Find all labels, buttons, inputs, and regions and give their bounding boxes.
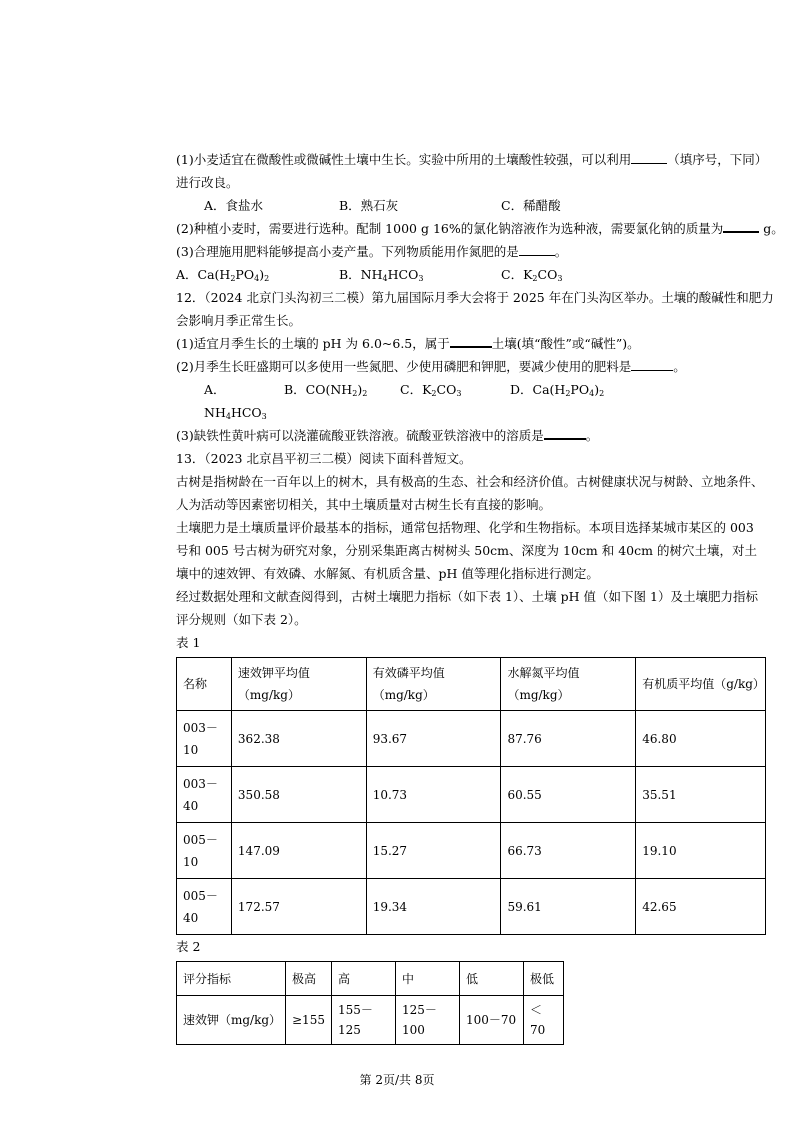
table-cell: 42.65 bbox=[636, 879, 766, 935]
question-text: 土壤(填“酸性”或“碱性”)。 bbox=[491, 336, 640, 351]
answer-blank[interactable] bbox=[723, 217, 759, 233]
table-cell: 125－100 bbox=[395, 996, 459, 1045]
question-text: g。 bbox=[759, 221, 784, 236]
table-cell: 10.73 bbox=[366, 767, 501, 823]
question-12-part-2 bbox=[176, 355, 766, 378]
option-a: A．$NH_4HCO_3$ bbox=[204, 382, 267, 421]
table-header: 有效磷平均值（mg/kg） bbox=[366, 658, 501, 711]
table-header-row bbox=[177, 658, 766, 711]
option-c: C．$K_2CO_3$ bbox=[501, 267, 563, 283]
table-header: 极低 bbox=[523, 962, 563, 996]
table-cell: 350.58 bbox=[231, 767, 366, 823]
table-header-row bbox=[177, 962, 564, 996]
question-11-part-1 bbox=[176, 148, 766, 171]
question-text: (2)种植小麦时，需要进行选种。配制 1000 g 16%的氯化钠溶液作为选种液，需要氯化钠的质量为 bbox=[176, 221, 724, 236]
table-cell: 87.76 bbox=[501, 711, 636, 767]
table-row bbox=[177, 996, 564, 1045]
punctuation: 。 bbox=[585, 428, 599, 443]
table-cell: 19.10 bbox=[636, 823, 766, 879]
table-row bbox=[177, 879, 766, 935]
question-text: （填序号，下同） bbox=[667, 152, 768, 167]
table-cell: 46.80 bbox=[636, 711, 766, 767]
table-cell: 100－70 bbox=[459, 996, 523, 1045]
table-cell: 147.09 bbox=[231, 823, 366, 879]
table-row bbox=[177, 711, 766, 767]
table-cell: 60.55 bbox=[501, 767, 636, 823]
table-1-caption: 表 1 bbox=[176, 635, 201, 650]
table-cell: 003－40 bbox=[177, 767, 232, 823]
table-header: 评分指标 bbox=[177, 962, 286, 996]
table-header: 中 bbox=[395, 962, 459, 996]
option-b: B．$CO(NH_2)_2$ bbox=[284, 382, 368, 398]
table-header: 速效钾平均值（mg/kg） bbox=[231, 658, 366, 711]
question-11-part-3 bbox=[176, 240, 766, 263]
question-12-title-cont: 会影响月季正常生长。 bbox=[176, 313, 302, 328]
question-12-part-3 bbox=[176, 424, 766, 447]
table-cell: 15.27 bbox=[366, 823, 501, 879]
table-2-caption: 表 2 bbox=[176, 939, 201, 954]
option-b: B．熟石灰 bbox=[339, 198, 399, 213]
answer-blank[interactable] bbox=[519, 241, 555, 256]
punctuation: 。 bbox=[673, 359, 686, 374]
option-c: C．$K_2CO_3$ bbox=[400, 382, 462, 398]
option-b: B．$NH_4HCO_3$ bbox=[339, 267, 424, 283]
table-2 bbox=[176, 961, 564, 1045]
table-cell: 速效钾（mg/kg） bbox=[177, 996, 286, 1045]
table-cell: ＜70 bbox=[523, 996, 563, 1045]
table-header: 低 bbox=[459, 962, 523, 996]
option-c: C．稀醋酸 bbox=[501, 198, 561, 213]
question-text: 进行改良。 bbox=[176, 175, 239, 190]
table-1 bbox=[176, 657, 766, 935]
options-row bbox=[176, 263, 766, 286]
table-cell: 005－10 bbox=[177, 823, 232, 879]
option-a: A．食盐水 bbox=[204, 198, 264, 213]
table-cell: 155－125 bbox=[331, 996, 395, 1045]
punctuation: 。 bbox=[554, 244, 568, 259]
page-footer: 第 2页/共 8页 bbox=[359, 1073, 435, 1087]
question-text: (3)缺铁性黄叶病可以浇灌硫酸亚铁溶液。硫酸亚铁溶液中的溶质是 bbox=[176, 428, 544, 443]
table-header: 有机质平均值（g/kg） bbox=[636, 658, 766, 711]
question-text: (1)适宜月季生长的土壤的 pH 为 6.0~6.5，属于 bbox=[176, 336, 450, 351]
table-cell: ≥155 bbox=[286, 996, 332, 1045]
paragraph: 古树是指树龄在一百年以上的树木，具有极高的生态、社会和经济价值。古树健康状况与树龄、立地条件、人为活动等因素密切相关，其中土壤质量对古树生长有直接的影响。 bbox=[176, 474, 764, 512]
table-cell: 66.73 bbox=[501, 823, 636, 879]
table-header: 高 bbox=[331, 962, 395, 996]
table-cell: 003－10 bbox=[177, 711, 232, 767]
paragraph: 土壤肥力是土壤质量评价最基本的指标，通常包括物理、化学和生物指标。本项目选择某城市某区的 003 号和 005 号古树为研究对象，分别采集距离古树树头 50cm、深度为 10cm 和 40cm 的树穴土壤，对土壤中的速效钾、有效磷、水解氮、有机质含量、pH 值等理化指标进行测定。 bbox=[176, 520, 757, 581]
options-row bbox=[176, 378, 766, 424]
question-text: (3)合理施用肥料能够提高小麦产量。下列物质能用作氮肥的是 bbox=[176, 244, 519, 259]
table-header: 名称 bbox=[177, 658, 232, 711]
option-a: A．$Ca(H_2PO_4)_2$ bbox=[176, 267, 270, 283]
question-13-title: 13．（2023 北京昌平初三二模）阅读下面科普短文。 bbox=[176, 451, 472, 466]
question-11-part-2 bbox=[176, 217, 784, 240]
question-12-title: 12．（2024 北京门头沟初三二模）第九届国际月季大会将于 2025 年在门头沟区举办。土壤的酸碱性和肥力 bbox=[176, 290, 774, 305]
table-cell: 35.51 bbox=[636, 767, 766, 823]
paragraph: 经过数据处理和文献查阅得到，古树土壤肥力指标（如下表 1）、土壤 pH 值（如下图 1）及土壤肥力指标评分规则（如下表 2）。 bbox=[176, 589, 758, 627]
question-text: (2)月季生长旺盛期可以多使用一些氮肥、少使用磷肥和钾肥，要减少使用的肥料是 bbox=[176, 359, 632, 374]
table-header: 极高 bbox=[286, 962, 332, 996]
answer-blank[interactable] bbox=[631, 149, 667, 164]
table-cell: 172.57 bbox=[231, 879, 366, 935]
table-header: 水解氮平均值（mg/kg） bbox=[501, 658, 636, 711]
table-cell: 93.67 bbox=[366, 711, 501, 767]
question-text: (1)小麦适宜在微酸性或微碱性土壤中生长。实验中所用的土壤酸性较强，可以利用 bbox=[176, 152, 632, 167]
answer-blank[interactable] bbox=[544, 424, 586, 440]
page-content bbox=[176, 148, 784, 1045]
answer-blank[interactable] bbox=[450, 332, 492, 348]
answer-blank[interactable] bbox=[631, 356, 673, 371]
table-cell: 19.34 bbox=[366, 879, 501, 935]
table-cell: 362.38 bbox=[231, 711, 366, 767]
table-row bbox=[177, 767, 766, 823]
option-d: D．$Ca(H_2PO_4)_2$ bbox=[510, 382, 605, 398]
options-row bbox=[176, 194, 766, 217]
table-cell: 005－40 bbox=[177, 879, 232, 935]
question-12-part-1 bbox=[176, 332, 766, 355]
table-row bbox=[177, 823, 766, 879]
table-cell: 59.61 bbox=[501, 879, 636, 935]
